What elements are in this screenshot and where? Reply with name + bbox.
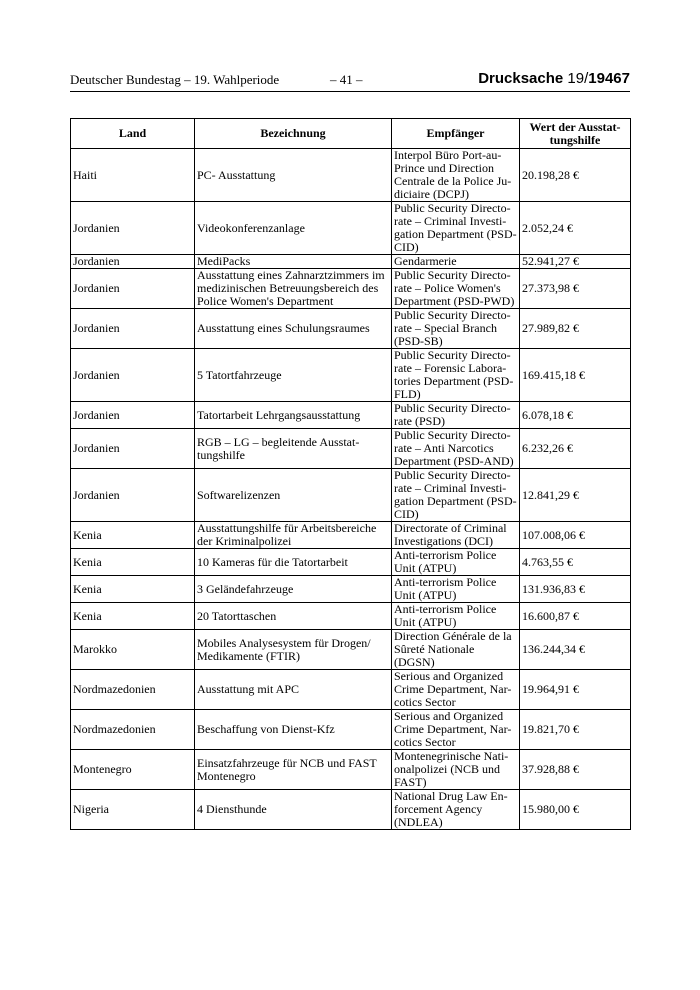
cell-empfaenger: Serious and Organized Crime Department, Nar-cotics Sector (392, 670, 520, 710)
cell-empfaenger: Public Security Directo-rate – Police Women's Department (PSD-PWD) (392, 269, 520, 309)
table-row (71, 202, 631, 255)
cell-land: Marokko (71, 630, 195, 670)
cell-bezeichnung: Ausstattung mit APC (195, 670, 392, 710)
table-row (71, 790, 631, 830)
cell-empfaenger: Gendarmerie (392, 255, 520, 269)
header-page-number: – 41 – (330, 72, 363, 87)
table-row (71, 269, 631, 309)
cell-wert: 12.841,29 € (520, 469, 631, 522)
cell-empfaenger: Public Security Directo-rate – Anti Narcotics Department (PSD-AND) (392, 429, 520, 469)
cell-empfaenger: National Drug Law En-forcement Agency (NDLEA) (392, 790, 520, 830)
cell-wert: 19.821,70 € (520, 710, 631, 750)
table-row (71, 349, 631, 402)
cell-land: Kenia (71, 603, 195, 630)
cell-land: Montenegro (71, 750, 195, 790)
cell-land: Jordanien (71, 269, 195, 309)
cell-bezeichnung: Videokonferenzanlage (195, 202, 392, 255)
cell-empfaenger: Public Security Directo-rate – Forensic Labora-tories Department (PSD-FLD) (392, 349, 520, 402)
cell-wert: 27.989,82 € (520, 309, 631, 349)
cell-land: Jordanien (71, 202, 195, 255)
cell-land: Jordanien (71, 349, 195, 402)
cell-empfaenger: Montenegrinische Nati-onalpolizei (NCB und FAST) (392, 750, 520, 790)
table-row (71, 670, 631, 710)
header-doc-label: Drucksache (478, 70, 564, 87)
cell-land: Kenia (71, 576, 195, 603)
table-row (71, 630, 631, 670)
cell-bezeichnung: Ausstattung eines Zahnarztzimmers im medizinischen Betreuungsbereich des Police Women's Department (195, 269, 392, 309)
header-document-number (478, 70, 630, 87)
cell-wert: 52.941,27 € (520, 255, 631, 269)
cell-wert: 16.600,87 € (520, 603, 631, 630)
cell-bezeichnung: Mobiles Analysesystem für Drogen/ Medikamente (FTIR) (195, 630, 392, 670)
cell-empfaenger: Public Security Directo-rate – Criminal Investi-gation Department (PSD-CID) (392, 202, 520, 255)
cell-land: Nordmazedonien (71, 710, 195, 750)
cell-empfaenger: Serious and Organized Crime Department, Nar-cotics Sector (392, 710, 520, 750)
cell-empfaenger: Direction Générale de la Sûreté Nationale (DGSN) (392, 630, 520, 670)
table-row (71, 603, 631, 630)
cell-bezeichnung: Beschaffung von Dienst-Kfz (195, 710, 392, 750)
cell-empfaenger: Anti-terrorism Police Unit (ATPU) (392, 549, 520, 576)
cell-bezeichnung: Ausstattungshilfe für Arbeitsbereiche der Kriminalpolizei (195, 522, 392, 549)
cell-wert: 15.980,00 € (520, 790, 631, 830)
cell-empfaenger: Public Security Directo-rate (PSD) (392, 402, 520, 429)
equipment-aid-table (70, 118, 631, 830)
cell-empfaenger: Anti-terrorism Police Unit (ATPU) (392, 603, 520, 630)
table-row (71, 549, 631, 576)
cell-land: Kenia (71, 549, 195, 576)
cell-wert: 6.232,26 € (520, 429, 631, 469)
cell-land: Jordanien (71, 255, 195, 269)
table-row (71, 309, 631, 349)
cell-empfaenger: Interpol Büro Port-au-Prince und Direction Centrale de la Police Ju-diciaire (DCPJ) (392, 149, 520, 202)
cell-bezeichnung: 20 Tatorttaschen (195, 603, 392, 630)
cell-bezeichnung: Einsatzfahrzeuge für NCB und FAST Montenegro (195, 750, 392, 790)
cell-wert: 4.763,55 € (520, 549, 631, 576)
column-header-wert: Wert der Ausstat-tungshilfe (520, 119, 631, 149)
cell-land: Jordanien (71, 309, 195, 349)
cell-bezeichnung: 4 Diensthunde (195, 790, 392, 830)
cell-land: Nordmazedonien (71, 670, 195, 710)
cell-wert: 131.936,83 € (520, 576, 631, 603)
table-row (71, 255, 631, 269)
table-row (71, 710, 631, 750)
table-body (71, 149, 631, 830)
cell-empfaenger: Public Security Directo-rate – Special Branch (PSD-SB) (392, 309, 520, 349)
cell-bezeichnung: 3 Geländefahrzeuge (195, 576, 392, 603)
cell-land: Jordanien (71, 469, 195, 522)
cell-empfaenger: Anti-terrorism Police Unit (ATPU) (392, 576, 520, 603)
cell-land: Jordanien (71, 402, 195, 429)
cell-bezeichnung: Softwarelizenzen (195, 469, 392, 522)
table-row (71, 750, 631, 790)
cell-bezeichnung: MediPacks (195, 255, 392, 269)
table-row (71, 522, 631, 549)
cell-land: Haiti (71, 149, 195, 202)
table-row (71, 429, 631, 469)
cell-bezeichnung: 5 Tatortfahrzeuge (195, 349, 392, 402)
header-doc-number: 19/19467 (567, 70, 630, 87)
cell-wert: 136.244,34 € (520, 630, 631, 670)
cell-wert: 107.008,06 € (520, 522, 631, 549)
cell-wert: 2.052,24 € (520, 202, 631, 255)
cell-bezeichnung: Tatortarbeit Lehrgangsausstattung (195, 402, 392, 429)
cell-bezeichnung: Ausstattung eines Schulungsraumes (195, 309, 392, 349)
table-row (71, 402, 631, 429)
cell-land: Nigeria (71, 790, 195, 830)
table-row (71, 149, 631, 202)
cell-wert: 19.964,91 € (520, 670, 631, 710)
page-header (70, 72, 630, 90)
header-parliament-label: Deutscher Bundestag – 19. Wahlperiode (70, 72, 280, 87)
cell-wert: 27.373,98 € (520, 269, 631, 309)
cell-wert: 20.198,28 € (520, 149, 631, 202)
table-row (71, 576, 631, 603)
cell-empfaenger: Public Security Directo-rate – Criminal Investi-gation Department (PSD-CID) (392, 469, 520, 522)
table-row (71, 469, 631, 522)
column-header-bezeichnung: Bezeichnung (195, 119, 392, 149)
cell-wert: 169.415,18 € (520, 349, 631, 402)
column-header-empfaenger: Empfänger (392, 119, 520, 149)
column-header-land: Land (71, 119, 195, 149)
cell-empfaenger: Directorate of Criminal Investigations (DCI) (392, 522, 520, 549)
cell-land: Jordanien (71, 429, 195, 469)
header-rule (70, 91, 630, 92)
table-header-row (71, 119, 631, 149)
cell-bezeichnung: PC- Ausstattung (195, 149, 392, 202)
cell-bezeichnung: RGB – LG – begleitende Ausstat-tungshilfe (195, 429, 392, 469)
cell-bezeichnung: 10 Kameras für die Tatortarbeit (195, 549, 392, 576)
cell-wert: 6.078,18 € (520, 402, 631, 429)
cell-wert: 37.928,88 € (520, 750, 631, 790)
cell-land: Kenia (71, 522, 195, 549)
